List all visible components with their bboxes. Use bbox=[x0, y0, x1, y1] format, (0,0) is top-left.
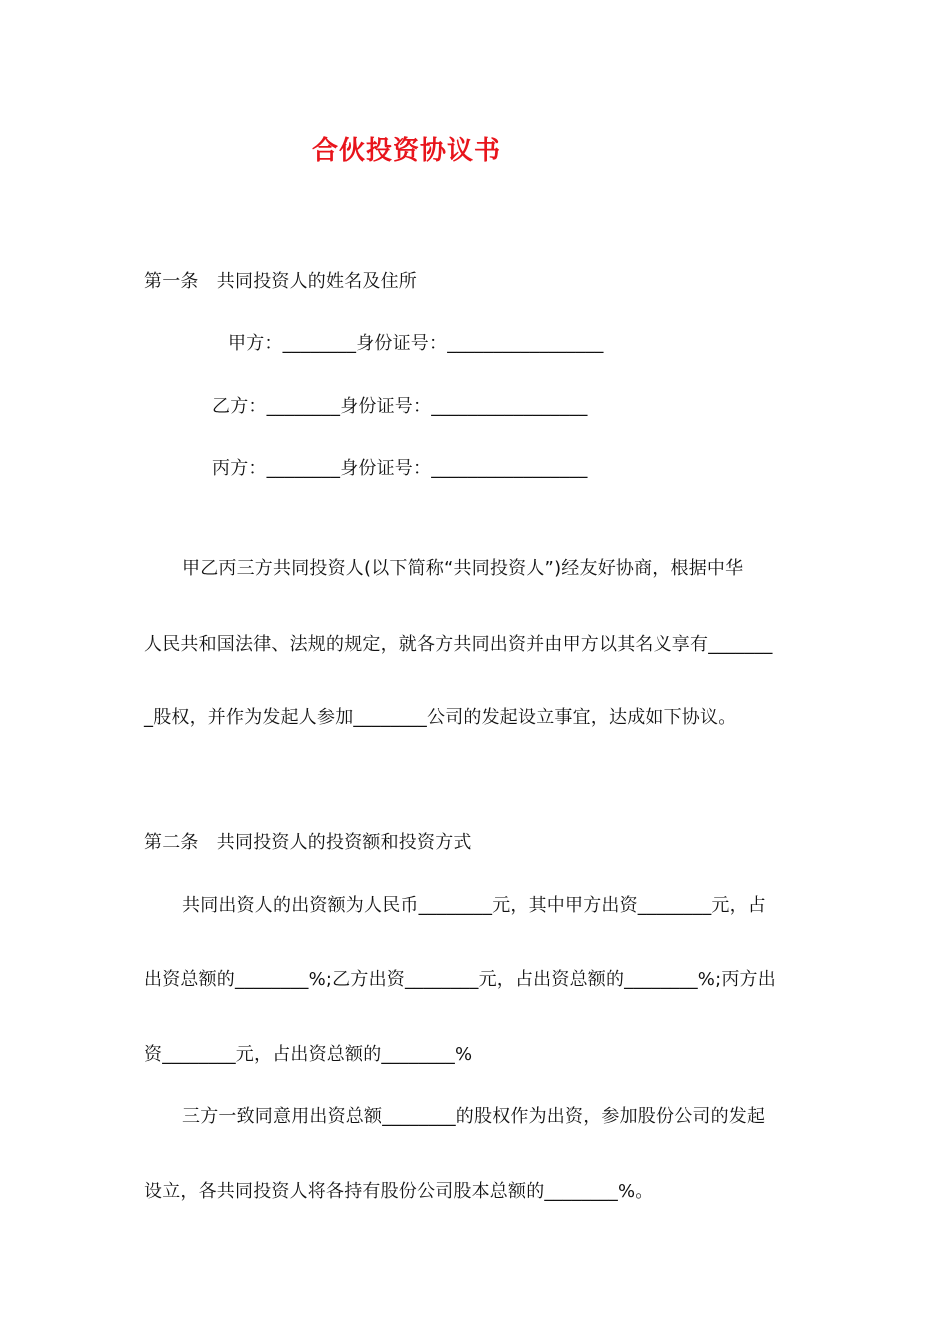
article2-heading: 第二条 共同投资人的投资额和投资方式 bbox=[144, 832, 472, 853]
article1-para-line2: 人民共和国法律、法规的规定，就各方共同出资并由甲方以其名义享有_______ bbox=[144, 634, 773, 655]
party-c-line: 丙方：________身份证号：_________________ bbox=[212, 458, 588, 479]
document-title: 合伙投资协议书 bbox=[312, 136, 502, 166]
article1-para-line3: _股权，并作为发起人参加________公司的发起设立事宜，达成如下协议。 bbox=[144, 707, 737, 728]
party-a-line: 甲方：________身份证号：_________________ bbox=[228, 333, 604, 354]
article1-heading: 第一条 共同投资人的姓名及住所 bbox=[144, 271, 417, 292]
article2-para2-line1: 三方一致同意用出资总额________的股权作为出资，参加股份公司的发起 bbox=[182, 1106, 766, 1127]
article2-para1-line2: 出资总额的________%;乙方出资________元，占出资总额的________%;丙方出 bbox=[144, 969, 776, 990]
article1-para-line1: 甲乙丙三方共同投资人(以下简称“共同投资人”)经友好协商，根据中华 bbox=[182, 558, 744, 579]
party-b-line: 乙方：________身份证号：_________________ bbox=[212, 396, 588, 417]
article2-para1-line3: 资________元，占出资总额的________% bbox=[144, 1044, 473, 1065]
article2-para2-line2: 设立，各共同投资人将各持有股份公司股本总额的________%。 bbox=[144, 1181, 654, 1202]
article2-para1-line1: 共同出资人的出资额为人民币________元，其中甲方出资________元，占 bbox=[182, 895, 766, 916]
